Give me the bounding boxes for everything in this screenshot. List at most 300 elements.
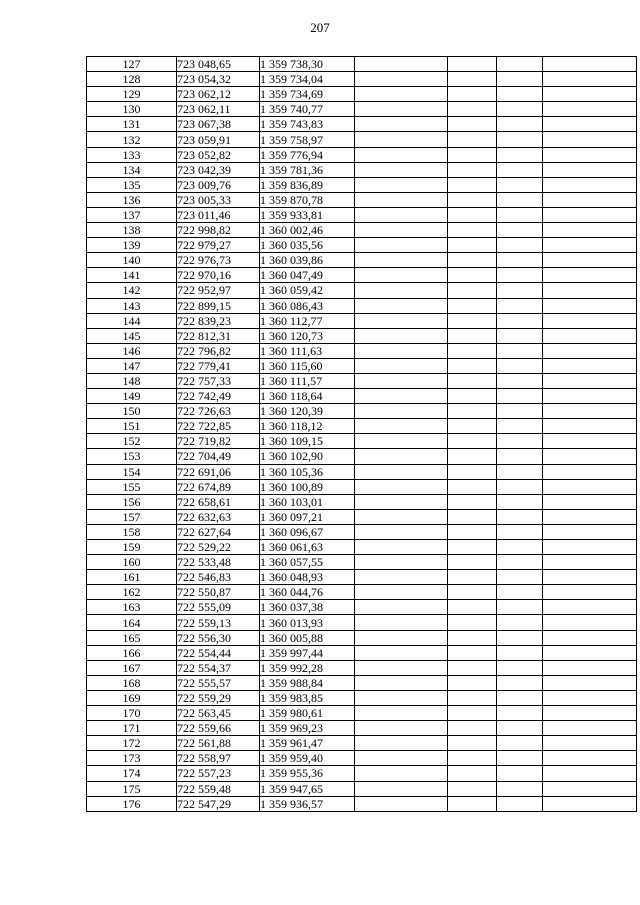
empty-cell: [543, 358, 637, 373]
y-coordinate-cell: 1 359 836,89: [260, 177, 355, 192]
y-coordinate-cell: 1 359 781,36: [260, 162, 355, 177]
table-row: [87, 117, 637, 132]
y-coordinate-cell: 1 360 115,60: [260, 358, 355, 373]
table-row: [87, 404, 637, 419]
empty-cell: [355, 690, 448, 705]
empty-cell: [497, 449, 543, 464]
point-number-cell: 127: [87, 57, 177, 72]
point-number-cell: 160: [87, 555, 177, 570]
empty-cell: [497, 207, 543, 222]
x-coordinate-cell: 723 048,65: [177, 57, 260, 72]
empty-cell: [355, 419, 448, 434]
y-coordinate-cell: 1 360 002,46: [260, 223, 355, 238]
y-coordinate-cell: 1 359 961,47: [260, 736, 355, 751]
empty-cell: [543, 283, 637, 298]
empty-cell: [497, 600, 543, 615]
empty-cell: [448, 223, 497, 238]
empty-cell: [355, 328, 448, 343]
point-number-cell: 168: [87, 675, 177, 690]
empty-cell: [543, 555, 637, 570]
table-row: [87, 479, 637, 494]
x-coordinate-cell: 723 062,12: [177, 87, 260, 102]
table-row: [87, 434, 637, 449]
empty-cell: [497, 238, 543, 253]
empty-cell: [355, 434, 448, 449]
empty-cell: [448, 87, 497, 102]
empty-cell: [497, 555, 543, 570]
point-number-cell: 135: [87, 177, 177, 192]
empty-cell: [543, 102, 637, 117]
empty-cell: [543, 540, 637, 555]
empty-cell: [355, 72, 448, 87]
empty-cell: [448, 494, 497, 509]
y-coordinate-cell: 1 360 013,93: [260, 615, 355, 630]
empty-cell: [355, 177, 448, 192]
table-row: [87, 132, 637, 147]
empty-cell: [355, 600, 448, 615]
empty-cell: [448, 177, 497, 192]
x-coordinate-cell: 722 547,29: [177, 796, 260, 811]
table-row: [87, 706, 637, 721]
point-number-cell: 128: [87, 72, 177, 87]
point-number-cell: 169: [87, 690, 177, 705]
empty-cell: [448, 690, 497, 705]
point-number-cell: 158: [87, 524, 177, 539]
point-number-cell: 176: [87, 796, 177, 811]
empty-cell: [448, 419, 497, 434]
empty-cell: [355, 343, 448, 358]
empty-cell: [497, 419, 543, 434]
empty-cell: [355, 449, 448, 464]
empty-cell: [497, 524, 543, 539]
empty-cell: [497, 373, 543, 388]
table-row: [87, 358, 637, 373]
table-row: [87, 177, 637, 192]
table-row: [87, 283, 637, 298]
empty-cell: [497, 690, 543, 705]
empty-cell: [497, 585, 543, 600]
empty-cell: [497, 509, 543, 524]
x-coordinate-cell: 722 533,48: [177, 555, 260, 570]
point-number-cell: 133: [87, 147, 177, 162]
point-number-cell: 143: [87, 298, 177, 313]
empty-cell: [448, 660, 497, 675]
empty-cell: [543, 87, 637, 102]
page-number: 207: [310, 20, 330, 35]
table-row: [87, 313, 637, 328]
empty-cell: [448, 706, 497, 721]
coordinates-table: [86, 56, 637, 812]
empty-cell: [448, 373, 497, 388]
x-coordinate-cell: 722 658,61: [177, 494, 260, 509]
empty-cell: [355, 524, 448, 539]
table-row: [87, 721, 637, 736]
point-number-cell: 147: [87, 358, 177, 373]
table-row: [87, 373, 637, 388]
point-number-cell: 142: [87, 283, 177, 298]
empty-cell: [355, 706, 448, 721]
empty-cell: [448, 328, 497, 343]
empty-cell: [355, 268, 448, 283]
y-coordinate-cell: 1 359 992,28: [260, 660, 355, 675]
y-coordinate-cell: 1 359 870,78: [260, 192, 355, 207]
y-coordinate-cell: 1 359 776,94: [260, 147, 355, 162]
empty-cell: [448, 615, 497, 630]
table-row: [87, 389, 637, 404]
empty-cell: [448, 645, 497, 660]
empty-cell: [355, 57, 448, 72]
coordinates-table-body: [87, 57, 637, 812]
x-coordinate-cell: 722 529,22: [177, 540, 260, 555]
y-coordinate-cell: 1 360 037,38: [260, 600, 355, 615]
empty-cell: [543, 449, 637, 464]
table-row: [87, 796, 637, 811]
y-coordinate-cell: 1 360 105,36: [260, 464, 355, 479]
y-coordinate-cell: 1 360 102,90: [260, 449, 355, 464]
empty-cell: [448, 238, 497, 253]
x-coordinate-cell: 722 561,88: [177, 736, 260, 751]
empty-cell: [497, 404, 543, 419]
empty-cell: [448, 207, 497, 222]
point-number-cell: 144: [87, 313, 177, 328]
x-coordinate-cell: 722 632,63: [177, 509, 260, 524]
empty-cell: [497, 102, 543, 117]
table-row: [87, 540, 637, 555]
x-coordinate-cell: 722 839,23: [177, 313, 260, 328]
y-coordinate-cell: 1 360 047,49: [260, 268, 355, 283]
empty-cell: [448, 570, 497, 585]
empty-cell: [497, 630, 543, 645]
x-coordinate-cell: 722 704,49: [177, 449, 260, 464]
empty-cell: [448, 117, 497, 132]
empty-cell: [543, 132, 637, 147]
point-number-cell: 174: [87, 766, 177, 781]
table-row: [87, 509, 637, 524]
empty-cell: [497, 268, 543, 283]
empty-cell: [543, 736, 637, 751]
empty-cell: [543, 253, 637, 268]
empty-cell: [497, 615, 543, 630]
empty-cell: [355, 751, 448, 766]
empty-cell: [355, 207, 448, 222]
point-number-cell: 173: [87, 751, 177, 766]
y-coordinate-cell: 1 360 112,77: [260, 313, 355, 328]
empty-cell: [497, 570, 543, 585]
y-coordinate-cell: 1 359 936,57: [260, 796, 355, 811]
empty-cell: [497, 223, 543, 238]
empty-cell: [355, 253, 448, 268]
point-number-cell: 132: [87, 132, 177, 147]
y-coordinate-cell: 1 360 103,01: [260, 494, 355, 509]
empty-cell: [355, 298, 448, 313]
empty-cell: [543, 751, 637, 766]
empty-cell: [355, 570, 448, 585]
empty-cell: [355, 389, 448, 404]
empty-cell: [497, 283, 543, 298]
table-row: [87, 207, 637, 222]
empty-cell: [497, 87, 543, 102]
empty-cell: [497, 540, 543, 555]
empty-cell: [543, 524, 637, 539]
empty-cell: [543, 615, 637, 630]
empty-cell: [497, 358, 543, 373]
empty-cell: [448, 721, 497, 736]
y-coordinate-cell: 1 359 743,83: [260, 117, 355, 132]
x-coordinate-cell: 723 054,32: [177, 72, 260, 87]
table-row: [87, 223, 637, 238]
empty-cell: [497, 766, 543, 781]
empty-cell: [543, 419, 637, 434]
x-coordinate-cell: 722 726,63: [177, 404, 260, 419]
empty-cell: [448, 268, 497, 283]
table-row: [87, 645, 637, 660]
table-row: [87, 192, 637, 207]
empty-cell: [543, 328, 637, 343]
empty-cell: [355, 358, 448, 373]
x-coordinate-cell: 722 546,83: [177, 570, 260, 585]
empty-cell: [448, 736, 497, 751]
table-row: [87, 766, 637, 781]
empty-cell: [497, 253, 543, 268]
empty-cell: [543, 313, 637, 328]
empty-cell: [448, 464, 497, 479]
x-coordinate-cell: 722 757,33: [177, 373, 260, 388]
empty-cell: [448, 57, 497, 72]
empty-cell: [543, 494, 637, 509]
point-number-cell: 162: [87, 585, 177, 600]
y-coordinate-cell: 1 360 120,39: [260, 404, 355, 419]
empty-cell: [543, 570, 637, 585]
point-number-cell: 152: [87, 434, 177, 449]
empty-cell: [448, 509, 497, 524]
empty-cell: [543, 389, 637, 404]
table-row: [87, 87, 637, 102]
x-coordinate-cell: 722 674,89: [177, 479, 260, 494]
point-number-cell: 170: [87, 706, 177, 721]
empty-cell: [497, 781, 543, 796]
empty-cell: [355, 313, 448, 328]
empty-cell: [355, 736, 448, 751]
empty-cell: [355, 192, 448, 207]
empty-cell: [448, 766, 497, 781]
point-number-cell: 164: [87, 615, 177, 630]
x-coordinate-cell: 723 067,38: [177, 117, 260, 132]
point-number-cell: 161: [87, 570, 177, 585]
empty-cell: [543, 162, 637, 177]
x-coordinate-cell: 723 042,39: [177, 162, 260, 177]
empty-cell: [448, 781, 497, 796]
table-row: [87, 630, 637, 645]
empty-cell: [497, 177, 543, 192]
x-coordinate-cell: 722 691,06: [177, 464, 260, 479]
empty-cell: [543, 509, 637, 524]
empty-cell: [448, 540, 497, 555]
empty-cell: [543, 434, 637, 449]
empty-cell: [543, 660, 637, 675]
empty-cell: [355, 645, 448, 660]
point-number-cell: 151: [87, 419, 177, 434]
empty-cell: [448, 343, 497, 358]
x-coordinate-cell: 723 052,82: [177, 147, 260, 162]
empty-cell: [543, 207, 637, 222]
empty-cell: [448, 555, 497, 570]
point-number-cell: 130: [87, 102, 177, 117]
table-row: [87, 419, 637, 434]
y-coordinate-cell: 1 359 997,44: [260, 645, 355, 660]
empty-cell: [448, 524, 497, 539]
y-coordinate-cell: 1 360 035,56: [260, 238, 355, 253]
empty-cell: [497, 117, 543, 132]
empty-cell: [497, 192, 543, 207]
empty-cell: [355, 766, 448, 781]
empty-cell: [355, 404, 448, 419]
y-coordinate-cell: 1 359 980,61: [260, 706, 355, 721]
x-coordinate-cell: 722 979,27: [177, 238, 260, 253]
point-number-cell: 138: [87, 223, 177, 238]
empty-cell: [355, 162, 448, 177]
table-row: [87, 494, 637, 509]
point-number-cell: 156: [87, 494, 177, 509]
table-row: [87, 690, 637, 705]
empty-cell: [543, 675, 637, 690]
empty-cell: [497, 494, 543, 509]
empty-cell: [497, 57, 543, 72]
empty-cell: [355, 283, 448, 298]
empty-cell: [497, 147, 543, 162]
empty-cell: [543, 706, 637, 721]
empty-cell: [543, 147, 637, 162]
empty-cell: [355, 781, 448, 796]
empty-cell: [448, 192, 497, 207]
empty-cell: [497, 660, 543, 675]
empty-cell: [543, 600, 637, 615]
x-coordinate-cell: 722 719,82: [177, 434, 260, 449]
empty-cell: [543, 268, 637, 283]
y-coordinate-cell: 1 359 983,85: [260, 690, 355, 705]
empty-cell: [543, 781, 637, 796]
table-row: [87, 268, 637, 283]
empty-cell: [543, 766, 637, 781]
x-coordinate-cell: 722 970,16: [177, 268, 260, 283]
empty-cell: [543, 72, 637, 87]
empty-cell: [543, 57, 637, 72]
point-number-cell: 131: [87, 117, 177, 132]
y-coordinate-cell: 1 359 959,40: [260, 751, 355, 766]
empty-cell: [497, 751, 543, 766]
empty-cell: [355, 223, 448, 238]
empty-cell: [448, 147, 497, 162]
x-coordinate-cell: 722 559,29: [177, 690, 260, 705]
point-number-cell: 157: [87, 509, 177, 524]
table-row: [87, 660, 637, 675]
empty-cell: [497, 736, 543, 751]
point-number-cell: 134: [87, 162, 177, 177]
point-number-cell: 163: [87, 600, 177, 615]
x-coordinate-cell: 722 796,82: [177, 343, 260, 358]
empty-cell: [355, 132, 448, 147]
point-number-cell: 148: [87, 373, 177, 388]
y-coordinate-cell: 1 360 100,89: [260, 479, 355, 494]
empty-cell: [448, 630, 497, 645]
y-coordinate-cell: 1 360 118,64: [260, 389, 355, 404]
y-coordinate-cell: 1 360 118,12: [260, 419, 355, 434]
empty-cell: [543, 690, 637, 705]
empty-cell: [497, 298, 543, 313]
empty-cell: [355, 615, 448, 630]
table-row: [87, 298, 637, 313]
x-coordinate-cell: 722 555,09: [177, 600, 260, 615]
x-coordinate-cell: 722 554,44: [177, 645, 260, 660]
table-row: [87, 102, 637, 117]
empty-cell: [448, 132, 497, 147]
y-coordinate-cell: 1 360 120,73: [260, 328, 355, 343]
point-number-cell: 166: [87, 645, 177, 660]
empty-cell: [543, 630, 637, 645]
point-number-cell: 146: [87, 343, 177, 358]
empty-cell: [355, 102, 448, 117]
empty-cell: [543, 585, 637, 600]
empty-cell: [497, 721, 543, 736]
empty-cell: [355, 373, 448, 388]
empty-cell: [448, 72, 497, 87]
point-number-cell: 137: [87, 207, 177, 222]
x-coordinate-cell: 722 742,49: [177, 389, 260, 404]
point-number-cell: 165: [87, 630, 177, 645]
empty-cell: [355, 494, 448, 509]
empty-cell: [355, 117, 448, 132]
point-number-cell: 145: [87, 328, 177, 343]
y-coordinate-cell: 1 360 005,88: [260, 630, 355, 645]
y-coordinate-cell: 1 359 740,77: [260, 102, 355, 117]
point-number-cell: 150: [87, 404, 177, 419]
empty-cell: [497, 132, 543, 147]
point-number-cell: 167: [87, 660, 177, 675]
empty-cell: [355, 540, 448, 555]
empty-cell: [497, 479, 543, 494]
empty-cell: [543, 343, 637, 358]
point-number-cell: 171: [87, 721, 177, 736]
y-coordinate-cell: 1 359 955,36: [260, 766, 355, 781]
x-coordinate-cell: 722 976,73: [177, 253, 260, 268]
x-coordinate-cell: 722 558,97: [177, 751, 260, 766]
point-number-cell: 155: [87, 479, 177, 494]
empty-cell: [355, 87, 448, 102]
table-row: [87, 524, 637, 539]
empty-cell: [497, 434, 543, 449]
empty-cell: [497, 72, 543, 87]
y-coordinate-cell: 1 359 734,04: [260, 72, 355, 87]
empty-cell: [448, 298, 497, 313]
table-row: [87, 253, 637, 268]
empty-cell: [543, 404, 637, 419]
y-coordinate-cell: 1 360 111,57: [260, 373, 355, 388]
empty-cell: [448, 585, 497, 600]
empty-cell: [355, 630, 448, 645]
empty-cell: [448, 449, 497, 464]
empty-cell: [497, 675, 543, 690]
empty-cell: [497, 645, 543, 660]
empty-cell: [543, 192, 637, 207]
empty-cell: [543, 177, 637, 192]
x-coordinate-cell: 722 998,82: [177, 223, 260, 238]
x-coordinate-cell: 722 550,87: [177, 585, 260, 600]
table-row: [87, 147, 637, 162]
table-row: [87, 238, 637, 253]
x-coordinate-cell: 722 559,48: [177, 781, 260, 796]
point-number-cell: 136: [87, 192, 177, 207]
table-row: [87, 555, 637, 570]
y-coordinate-cell: 1 359 738,30: [260, 57, 355, 72]
